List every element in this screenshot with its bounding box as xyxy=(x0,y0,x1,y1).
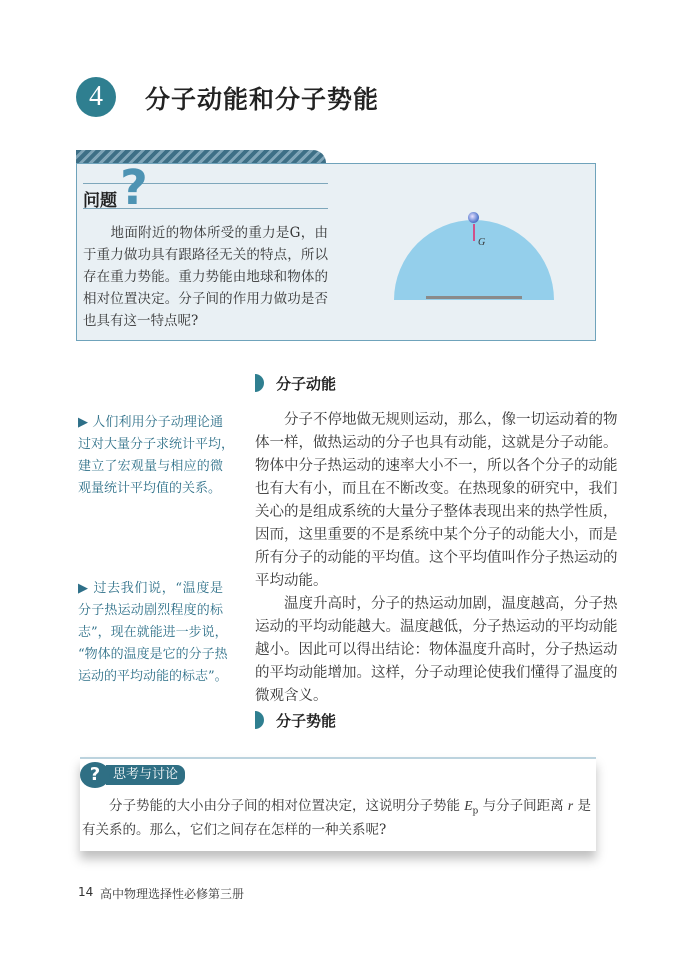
body-text-line: 的平均动能增加。这样，分子动理论使我们懂得了温度的 xyxy=(255,665,618,681)
side-note-line: 建立了宏观量与相应的微 xyxy=(78,459,223,474)
text: 是 xyxy=(573,798,591,814)
problem-text-line: 地面附近的物体所受的重力是G，由 xyxy=(83,225,328,241)
problem-text-line: 相对位置决定。分子间的作用力做功是否 xyxy=(83,291,328,307)
body-text-line: 越小。因此可以得出结论：物体温度升高时，分子热运动 xyxy=(255,642,618,658)
page-number: 14 xyxy=(78,885,94,899)
body-text-line: 微观含义。 xyxy=(255,688,328,704)
body-text-line: 所有分子的动能的平均值。这个平均值叫作分子热运动的 xyxy=(255,550,618,566)
body-text-line: 也有大有小，而且在不断改变。在热现象的研究中，我们 xyxy=(255,481,618,497)
section-heading: 分子势能 xyxy=(276,712,337,730)
gravity-label: G xyxy=(478,237,486,248)
text: 分子势能的大小由分子间的相对位置决定，这说明分子势能 xyxy=(82,798,465,814)
symbol-subscript: p xyxy=(472,806,479,817)
body-text-line: 平均动能。 xyxy=(255,573,328,589)
symbol-E: E xyxy=(464,798,473,813)
object-ball-icon xyxy=(468,212,479,223)
side-note-line: 过对大量分子求统计平均， xyxy=(78,437,235,452)
section-number-badge: 4 xyxy=(76,77,116,117)
ground-line xyxy=(426,296,522,299)
symbol-r: r xyxy=(567,798,574,813)
section-marker-icon xyxy=(255,374,264,392)
discussion-question-icon: ? xyxy=(80,762,110,788)
side-note-line: 运动的平均动能的标志”。 xyxy=(78,669,228,684)
body-text-line: 体一样，做热运动的分子也具有动能，这就是分子动能。 xyxy=(255,435,618,451)
side-note-line: ▶ 过去我们说，“温度是 xyxy=(78,581,223,596)
discussion-label: 思考与讨论 xyxy=(106,765,185,785)
problem-label: 问题 xyxy=(83,191,117,211)
side-note-line: “物体的温度是它的分子热 xyxy=(78,647,228,662)
page-title: 分子动能和分子势能 xyxy=(145,85,380,114)
problem-text-line: 存在重力势能。重力势能由地球和物体的 xyxy=(83,269,328,285)
gravity-arrow xyxy=(473,224,475,241)
discussion-text-line xyxy=(82,794,594,818)
book-title: 高中物理选择性必修第三册 xyxy=(100,887,245,901)
side-note-line: ▶ 人们利用分子动理论通 xyxy=(78,415,223,430)
body-text-line: 分子不停地做无规则运动，那么，像一切运动着的物 xyxy=(255,412,618,428)
decorative-zigzag-band xyxy=(76,150,326,163)
problem-text-line: 于重力做功具有跟路径无关的特点，所以 xyxy=(83,247,328,263)
question-mark-icon: ? xyxy=(120,160,148,216)
discussion-text-line: 有关系的。那么，它们之间存在怎样的一种关系呢? xyxy=(82,822,387,838)
body-text-line: 运动的平均动能越大。温度越低，分子热运动的平均动能 xyxy=(255,619,618,635)
body-text-line: 关心的是组成系统的大量分子整体表现出来的热学性质， xyxy=(255,504,618,520)
section-heading: 分子动能 xyxy=(276,375,337,393)
problem-text-line: 也具有这一特点呢? xyxy=(83,313,199,329)
text: 与分子间距离 xyxy=(478,798,568,814)
section-marker-icon xyxy=(255,711,264,729)
body-text-line: 因而，这里重要的不是系统中某个分子的动能大小，而是 xyxy=(255,527,618,543)
side-note-line: 观量统计平均值的关系。 xyxy=(78,481,222,496)
body-text-line: 温度升高时，分子的热运动加剧，温度越高，分子热 xyxy=(255,596,618,612)
side-note-line: 分子热运动剧烈程度的标 xyxy=(78,603,223,618)
body-text-line: 物体中分子热运动的速率大小不一，所以各个分子的动能 xyxy=(255,458,618,474)
side-note-line: 志”，现在就能进一步说， xyxy=(78,625,228,640)
